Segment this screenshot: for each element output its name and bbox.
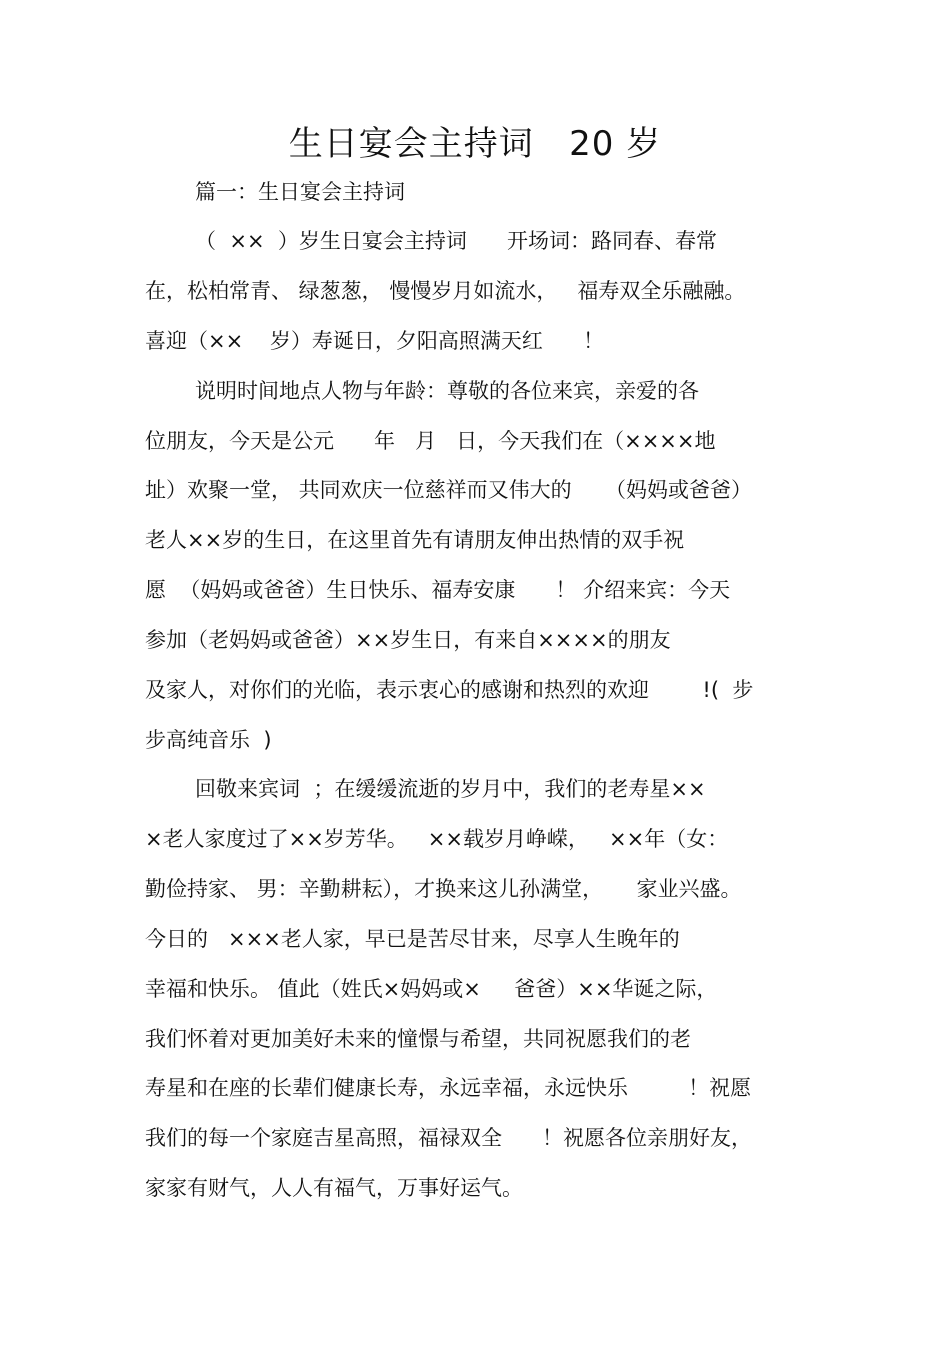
paragraph-line: 寿星和在座的长辈们健康长寿，永远幸福，永远快乐 ！祝愿 (145, 1076, 752, 1100)
paragraph-line: 我们的每一个家庭吉星高照，福禄双全 ！祝愿各位亲朋好友， (145, 1126, 753, 1150)
paragraph-line: 位朋友，今天是公元 年 月 日，今天我们在（××××地 (145, 429, 716, 453)
paragraph-line: 今日的 ×××老人家，早已是苦尽甘来，尽享人生晚年的 (145, 927, 680, 951)
paragraph-line: 在，松柏常青、 绿葱葱， 慢慢岁月如流水， 福寿双全乐融融。 (145, 279, 746, 303)
paragraph-line: 家家有财气，人人有福气，万事好运气。 (145, 1176, 523, 1200)
paragraph-line: 我们怀着对更加美好未来的憧憬与希望，共同祝愿我们的老 (145, 1027, 691, 1051)
paragraph-line: 步高纯音乐 ) (145, 728, 272, 752)
document-title: 生日宴会主持词 20 岁 (288, 124, 662, 164)
paragraph-line: 喜迎（×× 岁）寿诞日，夕阳高照满天红 ！ (145, 329, 604, 353)
paragraph-line: 回敬来宾词 ；在缓缓流逝的岁月中，我们的老寿星×× (195, 777, 706, 801)
paragraph-line: ×老人家度过了××岁芳华。 ××载岁月峥嵘， ××年（女： (145, 827, 729, 851)
paragraph-line: 参加（老妈妈或爸爸）××岁生日，有来自××××的朋友 (145, 628, 671, 652)
paragraph-line: （ ×× ）岁生日宴会主持词 开场词：路同春、春常 (195, 229, 717, 253)
paragraph-line: 址）欢聚一堂， 共同欢庆一位慈祥而又伟大的 （妈妈或爸爸） (145, 478, 753, 502)
paragraph-line: 愿 （妈妈或爸爸）生日快乐、福寿安康 ！ 介绍来宾：今天 (145, 578, 731, 602)
paragraph-line: 及家人，对你们的光临，表示衷心的感谢和热烈的欢迎 !( 步 (145, 678, 754, 702)
section-heading: 篇一：生日宴会主持词 (195, 180, 405, 204)
paragraph-line: 老人××岁的生日，在这里首先有请朋友伸出热情的双手祝 (145, 528, 685, 552)
paragraph-line: 幸福和快乐。 值此（姓氏×妈妈或× 爸爸）××华诞之际， (145, 977, 718, 1001)
paragraph-line: 勤俭持家、 男：辛勤耕耘），才换来这儿孙满堂， 家业兴盛。 (145, 877, 742, 901)
paragraph-line: 说明时间地点人物与年龄：尊敬的各位来宾，亲爱的各 (195, 379, 699, 403)
